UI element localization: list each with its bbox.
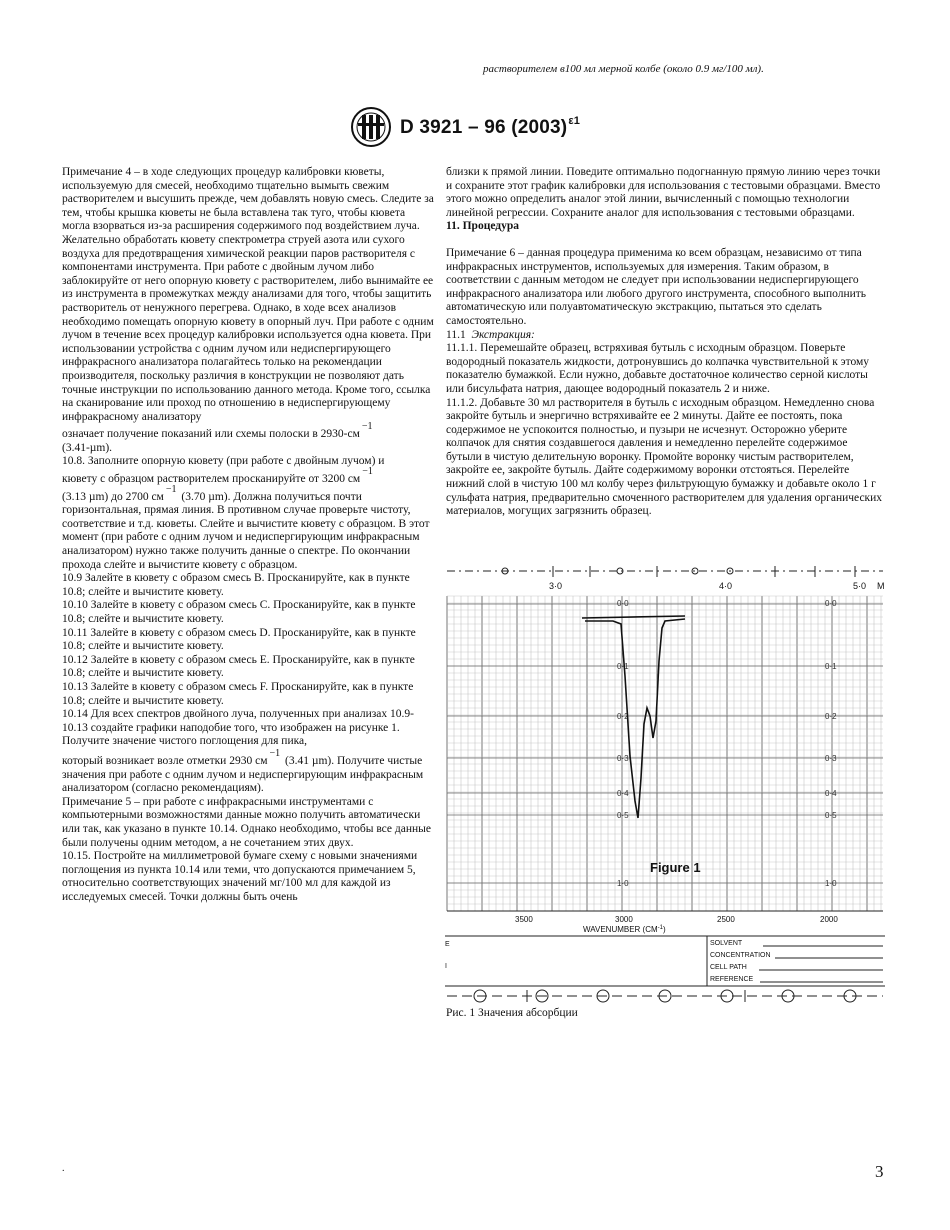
section-10-15: 10.15. Постройте на миллиметровой бумаге схему с новыми значениями поглощения из пункта 10.14 или теми, что допускаются примечанием 5, относительно соответствующих значений мг/100 мл для каждой из исследуемых смесей. Точки должны быть очень xyxy=(62,850,418,903)
top-scale-label: 5·0 xyxy=(853,581,867,591)
left-column xyxy=(62,166,434,904)
calibration-continuation: близки к прямой линии. Поведите оптимально подогнанную прямую линию через точки и сохраните этот график калибровки для использования с тестовыми образцами. Вместо этого можно определить аналог этой линии, вычисленный с помощью технологии линейной регрессии. Сохраните аналог для использования с тестовыми образцами. xyxy=(446,166,881,219)
info-field-cell-path: CELL PATH xyxy=(710,964,747,971)
x-tick-label: 2500 xyxy=(717,915,735,924)
absorbance-label-left: 1·0 xyxy=(617,879,629,888)
top-scale-label: 3·0 xyxy=(549,581,563,591)
info-left-label: E xyxy=(445,941,450,948)
absorbance-label-right: 0·2 xyxy=(825,712,837,721)
right-column xyxy=(446,166,886,519)
info-left-label: I xyxy=(445,963,447,970)
x-tick-label: 2000 xyxy=(820,915,838,924)
section-10-12: 10.12 Залейте в кювету с образом смесь Е. Просканируйте, как в пункте 10.8; слейте и вычистите кювету. xyxy=(62,653,415,680)
note-4-tail: означает получение показаний или схемы полоски в 2930-см−1 xyxy=(62,421,373,441)
top-scale-label: M xyxy=(877,581,885,591)
section-11-1-1: 11.1.1. Перемешайте образец, встряхивая бутыль с исходным образцом. Поверьте водородный показатель жидкости, дотронувшись до колпачка чувствительной к этому показателю бумажкой. Если нужно, добавьте достаточное количество серной кислоты или бисульфата натрия, дающее водородный показатель 2 и ниже. xyxy=(446,342,870,395)
info-field-reference: REFERENCE xyxy=(710,976,754,983)
section-10-8-c: (3.13 µm) до 2700 см−1 (3.70 µm). Должна получиться почти горизонтальная, прямая линия. В противном случае проверьте чистоту, соответствие и т.д. кюветы. Слейте и вычистите кювету с образцом. В этот момент (при работе с одним лучом и недиспергирующим инфракрасным анализатором) нужно также получить данные о спектре. По окончании прохода слейте и вычистите кювету с образцом. xyxy=(62,483,430,571)
absorbance-label-right: 1·0 xyxy=(825,879,837,888)
page-number: 3 xyxy=(875,1162,884,1181)
figure-1-spectrum xyxy=(445,566,885,1006)
spectrum-chart xyxy=(445,566,885,1006)
section-11-1: 11.1 Экстракция: xyxy=(446,328,535,341)
x-tick-label: 3000 xyxy=(615,915,633,924)
absorbance-label-left: 0·4 xyxy=(617,789,629,798)
x-tick-label: 3500 xyxy=(515,915,533,924)
absorbance-label-left: 0·2 xyxy=(617,712,629,721)
absorbance-label-left: 0·0 xyxy=(617,599,629,608)
section-10-14-b: который возникает возле отметки 2930 см−1 (3.41 µm). Получите чистые значения при работе с одним лучом и недиспергирующим инфракрасным анализатором (согласно рекомендациям). xyxy=(62,747,424,795)
figure-handwritten-label: Figure 1 xyxy=(650,860,701,875)
info-field-solvent: SOLVENT xyxy=(710,940,743,947)
absorbance-label-left: 0·1 xyxy=(617,662,629,671)
absorbance-label-right: 0·3 xyxy=(825,754,837,763)
absorbance-label-left: 0·3 xyxy=(617,754,629,763)
section-10-8-b: кювету с образцом растворителем просканируйте от 3200 см−1 xyxy=(62,466,373,486)
figure-caption: Рис. 1 Значения абсорбции xyxy=(446,1007,578,1019)
spectrum-trace xyxy=(582,616,685,818)
info-block xyxy=(445,936,885,986)
section-10-9: 10.9 Залейте в кювету с образом смесь В. Просканируйте, как в пункте 10.8; слейте и вычистите кювету. xyxy=(62,572,410,598)
standard-designation: D 3921 – 96 $(2003)^{\varepsilon 1}$ xyxy=(400,115,581,138)
top-scale-label: 4·0 xyxy=(719,581,733,591)
top-scale-row xyxy=(447,566,883,577)
top-continuation-line: растворителем в100 мл мерной колбе (около 0.9 мг/100 мл). xyxy=(483,63,764,75)
section-10-8-a: 10.8. Заполните опорную кювету (при работе с двойным лучом) и xyxy=(62,455,385,468)
section-11-title: 11. Процедура xyxy=(446,220,519,233)
absorbance-label-right: 0·0 xyxy=(825,599,837,608)
section-10-13: 10.13 Залейте в кювету с образом смесь F. Просканируйте, как в пункте 10.8; слейте и вычистите кювету. xyxy=(62,680,414,707)
absorbance-label-right: 0·4 xyxy=(825,789,837,798)
absorbance-label-right: 0·1 xyxy=(825,662,837,671)
section-10-11: 10.11 Залейте в кювету с образом смесь D. Просканируйте, как в пункте 10.8; слейте и вычистите кювету. xyxy=(62,626,416,653)
info-field-concentration: CONCENTRATION xyxy=(710,952,771,959)
footer-dot: . xyxy=(62,1163,65,1174)
section-10-10: 10.10 Залейте в кювету с образом смесь С. Просканируйте, как в пункте 10.8; слейте и вычистите кювету. xyxy=(62,599,416,625)
note-5: Примечание 5 – при работе с инфракрасными инструментами с компьютерными возможностями данные можно получить автоматически или так, как указано в пункте 10.14. Однако необходимо, чтобы все данные были получены одним методом, а не сочетанием этих двух. xyxy=(62,795,431,849)
note-4-tail-b: (3.41-µm). xyxy=(62,441,113,454)
document-header xyxy=(350,106,580,148)
section-10-14: 10.14 Для всех спектров двойного луча, полученных при анализах 10.9-10.13 создайте графики наподобие того, что изображен на рисунке 1. Получите значение чистого поглощения для пика, xyxy=(62,708,414,748)
x-axis-title: WAVENUMBER $(CM^{-1})$ xyxy=(583,925,666,934)
absorbance-label-left: 0·5 xyxy=(617,811,629,820)
note-4: Примечание 4 – в ходе следующих процедур калибровки кюветы, используемую для смесей, необходимо тщательно вымыть свежим растворителем и высушить прежде, чем добавлять новую смесь. Следите за тем, чтобы крышка кюветы не была вставлена так туго, чтобы кювета могла взорваться из-за расширения содержимого под воздействием луча. Желательно обработать кювету спектрометра струей азота или сухого воздуха для предотвращения химической реакции паров растворителя с компонентами инструмента. При работе с двойным лучом либо заблокируйте от него опорную кювету с растворителем, либо вынимайте ее из инструмента в промежутках между анализами для того, чтобы защитить растворитель от ненужного перегрева. Однако, в ходе всех анализов необходимо помещать опорную кювету в опорный луч. При работе с одним лучом в течение всех процедур калибровки используется одна кювета. При использовании устройства с одним лучом или недиспергирующего инфракрасного анализатора полагайтесь только на рекомендации производителя, поскольку различия в конструкции не позволяют дать точные инструкции по использованию данного метода. Кроме того, ссылка на сканирование или проход по отношению в недиспергирующему инфракрасному анализатору xyxy=(62,166,434,423)
absorbance-label-right: 0·5 xyxy=(825,811,837,820)
note-6: Примечание 6 – данная процедура применима ко всем образцам, независимо от типа инфракрасных инструментов, используемых для измерения. Таким образом, в соответствии с данным методом не следует при использовании недиспергирующего инфракрасного анализатора или любого другого инструмента, способного выполнить автоматическую или полуавтоматическую экстракцию, пытаться это сделать самостоятельно. xyxy=(446,246,867,327)
section-11-1-2: 11.1.2. Добавьте 30 мл растворителя в бутыль с исходным образцом. Немедленно снова закройте бутыль и энергично встряхивайте ее 2 минуты. Дайте ее постоять, пока содержимое не успокоится полностью, и пузыри не исчезнут. Осторожно уберите колпачок для снятия создавшегося давления и немедленно перелейте содержимое бутыли в чистую делительную воронку. Промойте воронку чистым растворителем, закройте ее, закройте бутыль. Дайте содержимому воронки отстояться. Перелейте нижний слой в чистую 100 мл колбу через фильтрующую бумажку и добавьте около 1 г сульфата натрия, предварительно смоченного растворителем для удаления органических материалов, могущих загрязнить образец. xyxy=(446,396,883,518)
astm-logo xyxy=(350,106,392,148)
bottom-scale-row xyxy=(447,990,883,1002)
